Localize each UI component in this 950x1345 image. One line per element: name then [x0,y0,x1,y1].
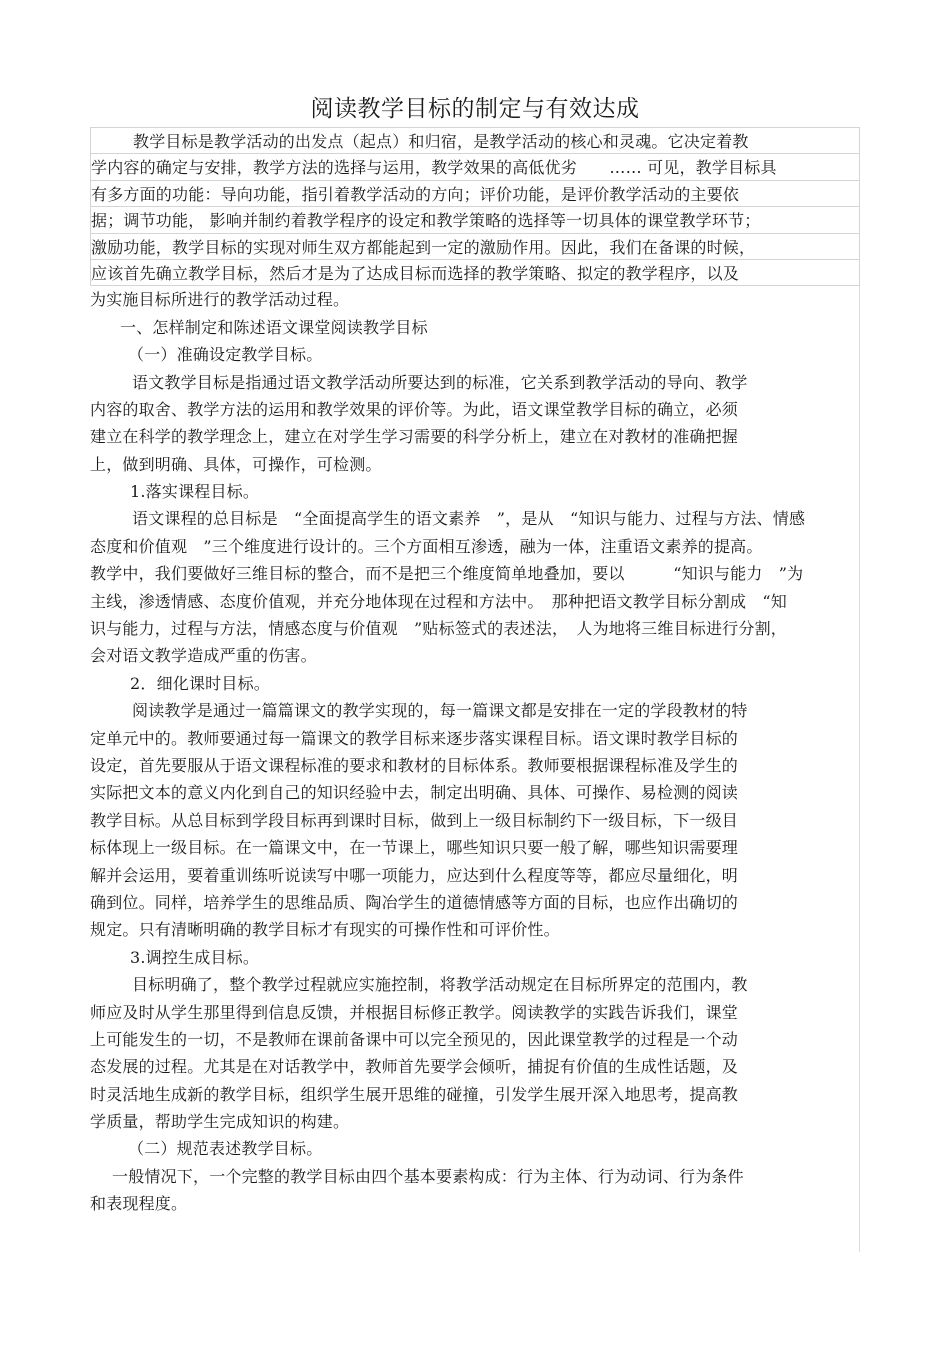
text-line: 标体现上一级目标。在一篇课文中，在一节课上，哪些知识只要一般了解，哪些知识需要理 [90,838,739,858]
text-line: 学内容的确定与安排，教学方法的选择与运用，教学效果的高低优劣 …… 可见，教学目标具 [90,153,860,180]
text-line: 2．细化课时目标。 [130,673,270,693]
text-line: 设定，首先要服从于语文课程标准的要求和教材的目标体系。教师要根据课程标准及学生的 [90,755,739,775]
text-line: 师应及时从学生那里得到信息反馈，并根据目标修正教学。阅读教学的实践告诉我们，课堂 [90,1002,739,1022]
text-line: 教学中，我们要做好三维目标的整合，而不是把三个维度简单地叠加，要以 “知识与能力 ”为 [90,564,804,584]
text-line: 1.落实课程目标。 [130,482,260,502]
text-line: 学质量，帮助学生完成知识的构建。 [90,1112,350,1132]
text-line: （二）规范表述教学目标。 [128,1139,323,1159]
text-line: 为实施目标所进行的教学活动过程。 [90,290,350,310]
text-line: 会对语文教学造成严重的伤害。 [90,646,317,666]
text-line: 识与能力，过程与方法，情感态度与价值观 ”贴标签式的表述法， 人为地将三维目标进行分割， [90,619,787,639]
text-line: 定单元中的。教师要通过每一篇课文的教学目标来逐步落实课程目标。语文课时教学目标的 [90,728,739,748]
text-line: 时灵活地生成新的教学目标，组织学生展开思维的碰撞，引发学生展开深入地思考，提高教 [90,1084,739,1104]
text-line: 据；调节功能， 影响并制约着教学程序的设定和教学策略的选择等一切具体的课堂教学环节； [90,206,860,233]
text-line: 教学目标是教学活动的出发点（起点）和归宿，是教学活动的核心和灵魂。它决定着教 [90,127,860,154]
text-line: （一）准确设定教学目标。 [128,345,323,365]
text-line: 教学目标。从总目标到学段目标再到课时目标，做到上一级目标制约下一级目标，下一级目 [90,810,739,830]
text-line: 一、怎样制定和陈述语文课堂阅读教学目标 [120,317,428,337]
document-body [90,128,860,1218]
text-line: 和表现程度。 [90,1194,188,1214]
text-line: 一般情况下，一个完整的教学目标由四个基本要素构成：行为主体、行为动词、行为条件 [112,1166,744,1186]
text-line: 语文教学目标是指通过语文教学活动所要达到的标准，它关系到教学活动的导向、教学 [132,372,748,392]
text-line: 态度和价值观 ”三个维度进行设计的。三个方面相互渗透，融为一体，注重语文素养的提高。 [90,536,763,556]
text-line: 有多方面的功能：导向功能，指引着教学活动的方向；评价功能，是评价教学活动的主要依 [90,180,860,207]
text-line: 激励功能，教学目标的实现对师生双方都能起到一定的激励作用。因此，我们在备课的时候， [90,233,860,260]
text-line: 解并会运用，要着重训练听说读写中哪一项能力，应达到什么程度等等，都应尽量细化，明 [90,865,739,885]
text-line: 上，做到明确、具体，可操作，可检测。 [90,454,382,474]
document-title: 阅读教学目标的制定与有效达成 [310,96,640,122]
text-line: 主线，渗透情感、态度价值观，并充分地体现在过程和方法中。 那种把语文教学目标分割成 “知 [90,591,787,611]
text-line: 确到位。同样，培养学生的思维品质、陶冶学生的道德情感等方面的目标，也应作出确切的 [90,892,739,912]
text-line: 上可能发生的一切，不是教师在课前备课中可以完全预见的，因此课堂教学的过程是一个动 [90,1029,739,1049]
text-line: 规定。只有清晰明确的教学目标才有现实的可操作性和可评价性。 [90,920,560,940]
text-line: 实际把文本的意义内化到自己的知识经验中去，制定出明确、具体、可操作、易检测的阅读 [90,783,739,803]
text-line: 内容的取舍、教学方法的运用和教学效果的评价等。为此，语文课堂教学目标的确立，必须 [90,399,739,419]
text-line: 目标明确了，整个教学过程就应实施控制，将教学活动规定在目标所界定的范围内，教 [132,975,748,995]
text-line: 3.调控生成目标。 [130,947,260,967]
text-line: 语文课程的总目标是 “全面提高学生的语文素养 ”，是从 “知识与能力、过程与方法、情感 [132,509,806,529]
text-line: 态发展的过程。尤其是在对话教学中，教师首先要学会倾听，捕捉有价值的生成性话题，及 [90,1057,739,1077]
text-line: 建立在科学的教学理念上，建立在对学生学习需要的科学分析上，建立在对教材的准确把握 [90,427,739,447]
text-line: 应该首先确立教学目标，然后才是为了达成目标而选择的教学策略、拟定的教学程序，以及 [90,259,860,286]
text-line: 阅读教学是通过一篇篇课文的教学实现的，每一篇课文都是安排在一定的学段教材的特 [132,701,748,721]
